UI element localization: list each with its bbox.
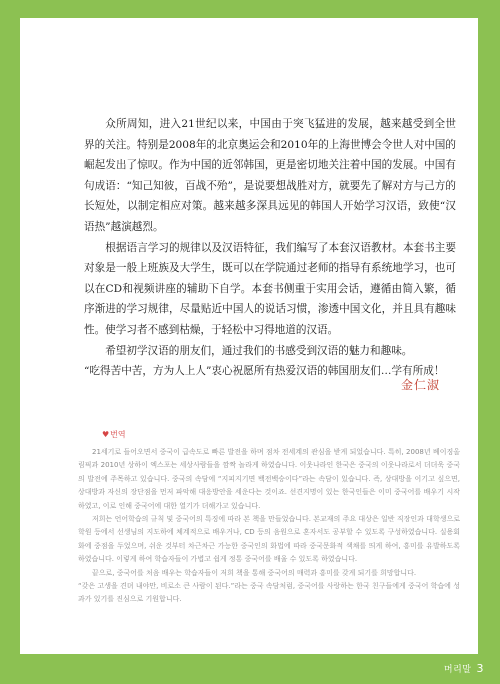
author-signature: 金仁淑	[400, 378, 440, 392]
preface-cn-paragraph-3: 希望初学汉语的朋友们，通过我们的书感受到汉语的魅力和趣味。	[105, 344, 413, 357]
preface-cn-paragraph-2: 根据语言学习的规律以及汉语特征，我们编写了本套汉语教材。本套书主要对象是一般上班族及大学生，既可以在学院通过老师的指导有系统地学习，也可以在CD和视频讲座的辅助下自学。本套书侧重于实用会话，遵循由简入繁，循序渐进的学习规律，尽量贴近中国人的说话习惯，渗透中国文化，并且具有趣味性。使学习者不感到枯燥，于轻松中习得地道的汉语。	[84, 241, 456, 336]
preface-kr-paragraph-4: “갖은 고생을 견뎌 내야만, 비로소 큰 사람이 된다.”라는 중국 속담처럼, 중국어를 사랑하는 한국 친구들에게 중국어 학습에 성과가 있기를 진심으로 기원합니다.	[78, 582, 460, 604]
translation-label-text: 번역	[110, 430, 126, 439]
preface-kr-paragraph-2: 저희는 언어학습의 규칙 및 중국어의 특징에 따라 본 책을 만들었습니다. 본교재의 주요 대상은 일반 직장인과 대학생으로 학원 등에서 선생님의 지도하에 체계적으로 배우거나, CD 등의 음원으로 혼자서도 공부할 수 있도록 구성하였습니다. 실용회화에 중점을 두었으며, 쉬운 것부터 차근차근 가능한 중국인의 화법에 따라 중국문화적 색채를 띄게 하여, 흥미를 유발하도록 하였습니다. 이렇게 하여 학습자들이 가볍고 쉽게 정통 중국어를 배울 수 있도록 하였습니다.	[78, 515, 460, 564]
page-number: 3	[476, 662, 484, 675]
translation-label	[102, 429, 126, 440]
preface-korean	[78, 446, 460, 607]
heart-icon: ♥	[102, 430, 110, 439]
preface-kr-paragraph-1: 21세기로 들어오면서 중국이 급속도로 빠른 발전을 하며 점차 전세계의 관심을 받게 되었습니다. 특히, 2008년 베이징올림픽과 2010년 상하이 엑스포는 세상사람들을 깜짝 놀라게 하였습니다. 이웃나라인 한국은 중국의 이웃나라로서 더더욱 중국의 발전에 주목하고 있습니다. 중국의 속담에 “지피지기면 백전백승이다”라는 속담이 있습니다. 즉, 상대방을 이기고 싶으면, 상대방과 자신의 장단점을 먼저 파악해 대응방안을 세운다는 것이죠. 선견지명이 있는 한국인들은 이미 중국어를 배우기 시작하였고, 이로 인해 중국어에 대한 열기가 더해가고 있습니다.	[78, 448, 460, 510]
preface-chinese	[84, 114, 456, 382]
preface-kr-paragraph-3: 끝으로, 중국어를 처음 배우는 학습자들이 저희 책을 통해 중국어의 매력과 흥미를 갖게 되기를 희망합니다.	[92, 568, 417, 577]
page-footer	[444, 662, 484, 675]
preface-cn-paragraph-4: “吃得苦中苦，方为人上人”衷心祝愿所有热爱汉语的韩国朋友们…学有所成！	[84, 365, 445, 378]
page-sheet	[20, 18, 478, 654]
footer-section-title: 머리말	[443, 665, 472, 675]
preface-cn-paragraph-1: 众所周知，进入21世纪以来，中国由于突飞猛进的发展，越来越受到全世界的关注。特别是2008年的北京奥运会和2010年的上海世博会令世人对中国的崛起发出了惊叹。作为中国的近邻韩国，更是密切地关注着中国的发展。中国有句成语：“知己知彼，百战不殆”，是说要想战胜对方，就要先了解对方与己方的长短处，以制定相应对策。越来越多深具远见的韩国人开始学习汉语，致使“汉语热”越演越烈。	[84, 118, 456, 233]
